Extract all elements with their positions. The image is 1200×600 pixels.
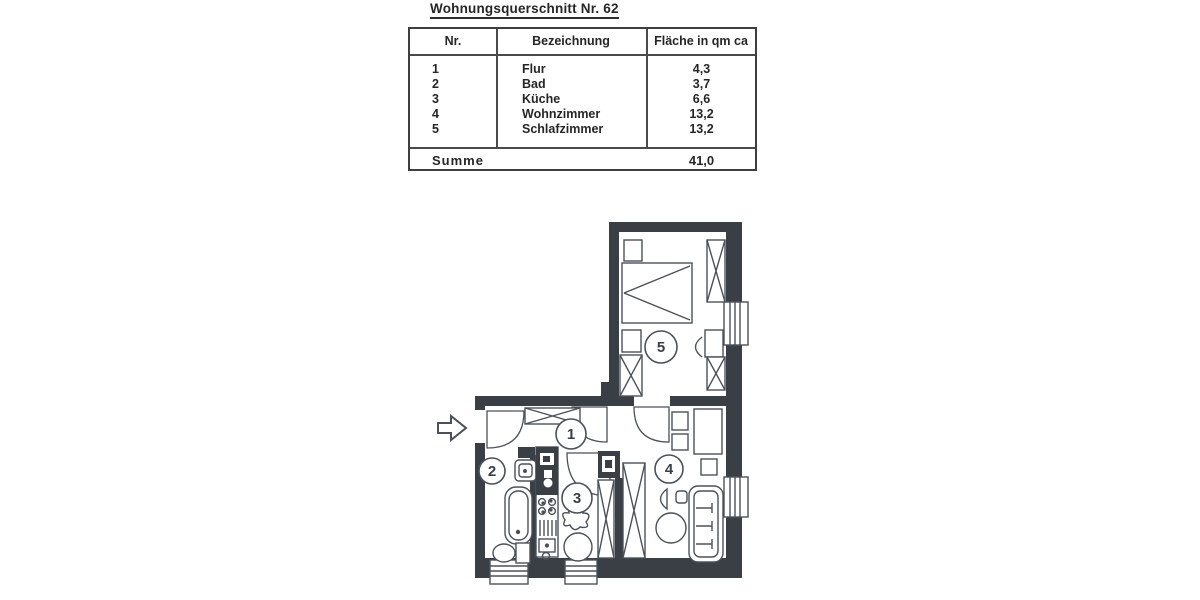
chair-icon	[696, 337, 703, 357]
chair-icon	[676, 491, 687, 503]
room-5-number: 5	[656, 339, 666, 356]
wardrobe-icon	[707, 240, 725, 302]
desk-icon	[705, 330, 723, 357]
table-cell: 13,2	[689, 122, 714, 136]
side-table-icon	[701, 459, 717, 475]
room-1-number: 1	[566, 426, 576, 443]
table-cell: 3,7	[692, 77, 711, 91]
bathtub-icon	[505, 487, 532, 544]
room-4-number: 4	[664, 461, 674, 478]
bed-icon	[622, 263, 692, 323]
floorplan-drawing	[430, 210, 750, 590]
wardrobe-icon	[620, 355, 642, 396]
table-cell: 4,3	[692, 62, 711, 76]
table-icon	[694, 409, 722, 454]
table-cell: Bad	[522, 77, 546, 91]
column-header-name: Bezeichnung	[532, 34, 610, 48]
table-icon	[656, 513, 686, 543]
room-5-furniture	[620, 240, 725, 396]
table-cell: Flur	[522, 62, 546, 76]
summary-label: Summe	[432, 153, 484, 168]
table-icon	[564, 533, 592, 561]
table-cell: 3	[432, 92, 439, 106]
table-cell: 13,2	[689, 107, 714, 121]
summary-value: 41,0	[688, 153, 715, 168]
sink-icon	[515, 460, 536, 481]
shelf-icon	[598, 480, 614, 558]
wardrobe-icon	[623, 463, 645, 558]
table-cell: 2	[432, 77, 439, 91]
kitchen-sink-icon	[536, 447, 558, 495]
page-title: Wohnungsquerschnitt Nr. 62	[430, 1, 619, 19]
chair-icon	[672, 412, 688, 430]
toilet-icon	[493, 543, 530, 563]
table-divider	[410, 147, 755, 149]
table-cell: Schlafzimmer	[522, 122, 604, 136]
room-4-furniture	[623, 409, 723, 562]
column-nr	[432, 62, 439, 137]
column-area	[646, 62, 757, 137]
dresser-icon	[622, 330, 641, 352]
table-cell: Wohnzimmer	[522, 107, 601, 121]
chair-icon	[661, 489, 668, 509]
room-2-number: 2	[487, 463, 497, 480]
sofa-icon	[689, 486, 723, 562]
table-cell: 5	[432, 122, 439, 136]
cabinet-icon	[539, 539, 555, 552]
wardrobe-icon	[707, 357, 725, 390]
column-header-nr: Nr.	[444, 34, 462, 48]
chair-icon	[672, 434, 688, 450]
table-cell: 4	[432, 107, 439, 121]
column-name	[522, 62, 603, 137]
room-area-table	[408, 27, 757, 171]
table-cell: 6,6	[692, 92, 711, 106]
duct-icon	[598, 451, 620, 478]
entrance-arrow-icon	[438, 416, 466, 440]
table-cell: 1	[432, 62, 439, 76]
room-3-number: 3	[572, 490, 582, 507]
table-divider	[410, 54, 755, 56]
nightstand-icon	[624, 240, 642, 261]
column-header-area: Fläche in qm ca	[654, 34, 748, 48]
table-cell: Küche	[522, 92, 561, 106]
